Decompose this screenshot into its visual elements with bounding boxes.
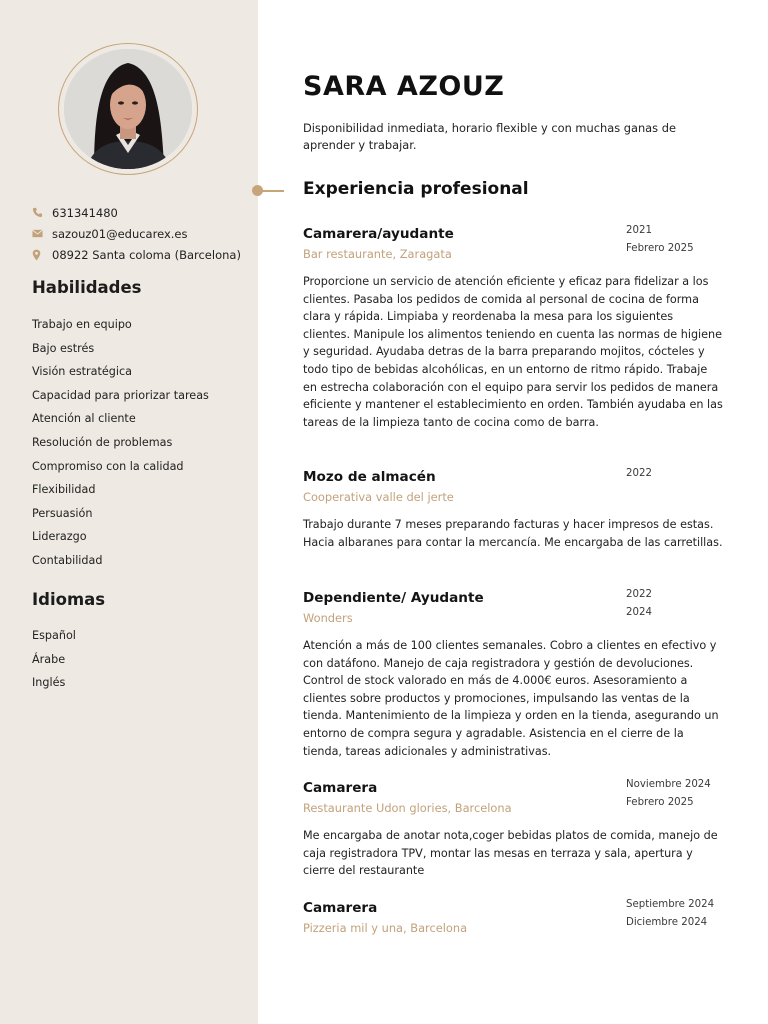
contact-email: [32, 223, 241, 244]
skill-item: Visión estratégica: [32, 365, 132, 379]
job-description: Proporcione un servicio de atención eficiente y eficaz para fidelizar a los clientes. Pasaba los pedidos de comida al personal de cocina de forma clara y rápida. Limpiaba y reordenaba la mesa para los siguientes clientes. Manipule los alimentos teniendo en cuenta las normas de higiene y seguridad. Ayudaba detras de la barra preparando mojitos, cócteles y todo tipo de bebidas alcohólicas, en un entorno de ritmo rápido. Trabaje en estrecha colaboración con el equipo para servir los pedidos de manera eficiente y mantener el establecimiento en orden. También ayudaba en las tareas de la limpieza tanto de cocina como de barra.: [303, 275, 723, 429]
address-text: 08922 Santa coloma (Barcelona): [52, 247, 241, 262]
phone-number: 631341480: [52, 205, 118, 220]
job-date-end: Febrero 2025: [626, 796, 694, 808]
job-dates: [626, 586, 652, 621]
profile-photo: [64, 49, 192, 169]
profile-summary: Disponibilidad inmediata, horario flexible y con muchas ganas de aprender y trabajar.: [303, 121, 676, 153]
languages-heading: Idiomas: [32, 590, 106, 609]
job-date-end: Febrero 2025: [626, 242, 694, 254]
language-item: Español: [32, 629, 76, 642]
job-dates: [626, 776, 711, 811]
job-entry: [303, 467, 733, 551]
envelope-icon: [32, 229, 52, 238]
skill-item: Contabilidad: [32, 553, 103, 567]
job-company: Bar restaurante, Zaragata: [303, 247, 452, 261]
skill-item: Capacidad para priorizar tareas: [32, 388, 209, 402]
job-entry: [303, 588, 733, 760]
skill-item: Trabajo en equipo: [32, 318, 132, 331]
skills-heading: Habilidades: [32, 278, 142, 297]
phone-icon: [32, 207, 52, 218]
skill-item: Bajo estrés: [32, 341, 95, 355]
job-date-start: Noviembre 2024: [626, 779, 711, 790]
skills-list: [32, 313, 209, 573]
job-date-end: 2024: [626, 606, 652, 618]
languages-list: [32, 624, 76, 695]
skill-item: Flexibilidad: [32, 483, 96, 497]
sidebar: [0, 0, 258, 1024]
contact-address: [32, 244, 241, 265]
experience-heading: Experiencia profesional: [303, 179, 529, 199]
job-company: Wonders: [303, 611, 353, 625]
job-title: Camarera: [303, 900, 378, 916]
section-connector-line: [262, 190, 284, 192]
skill-item: Atención al cliente: [32, 412, 136, 426]
skill-item: Resolución de problemas: [32, 435, 173, 449]
job-date-start: 2022: [626, 468, 652, 479]
job-company: Cooperativa valle del jerte: [303, 490, 454, 504]
skill-item: Persuasión: [32, 506, 93, 520]
skill-item: Compromiso con la calidad: [32, 459, 184, 473]
job-date-start: 2021: [626, 225, 652, 236]
job-date-start: Septiembre 2024: [626, 899, 715, 910]
skill-item: Liderazgo: [32, 530, 87, 544]
contact-info: [32, 202, 241, 265]
email-address: sazouz01@educarex.es: [52, 226, 188, 241]
job-dates: [626, 896, 714, 931]
job-date-start: 2022: [626, 589, 652, 600]
language-item: Inglés: [32, 676, 66, 690]
job-description: Atención a más de 100 clientes semanales. Cobro a clientes en efectivo y con datáfono. Manejo de caja registradora y gestión de devoluciones. Control de stock valorado en más de 4.000€ euros. Asesoramiento a clientes sobre productos y promociones, impulsando las ventas de la tienda. Mantenimiento de la limpieza y orden en la tienda, asegurando un entorno de compra segura y agradable. Asistencia en el cierre de la tienda, tareas adicionales y administrativas.: [303, 639, 719, 758]
location-pin-icon: [32, 249, 52, 261]
job-title: Camarera/ayudante: [303, 226, 454, 242]
profile-photo-frame: [58, 43, 198, 175]
job-title: Dependiente/ Ayudante: [303, 590, 484, 606]
job-dates: [626, 465, 652, 483]
job-description: Me encargaba de anotar nota,coger bebidas platos de comida, manejo de caja registradora TPV, montar las mesas en terraza y sala, apertura y cierre del restaurante: [303, 829, 718, 878]
job-entry: [303, 224, 733, 431]
job-company: Pizzeria mil y una, Barcelona: [303, 921, 468, 935]
profile-photo-illustration: [64, 49, 192, 169]
job-description: Trabajo durante 7 meses preparando facturas y hacer impresos de estas. Hacia albaranes para contar la mercancía. Me encargaba de las carretillas.: [303, 518, 723, 549]
contact-phone: [32, 202, 241, 223]
job-dates: [626, 222, 694, 257]
candidate-name: SARA AZOUZ: [303, 71, 505, 102]
job-entry: [303, 778, 733, 880]
job-entry: [303, 898, 733, 938]
job-company: Restaurante Udon glories, Barcelona: [303, 801, 512, 815]
job-date-end: Diciembre 2024: [626, 916, 708, 928]
language-item: Árabe: [32, 652, 66, 666]
job-title: Mozo de almacén: [303, 469, 436, 485]
job-title: Camarera: [303, 780, 378, 796]
